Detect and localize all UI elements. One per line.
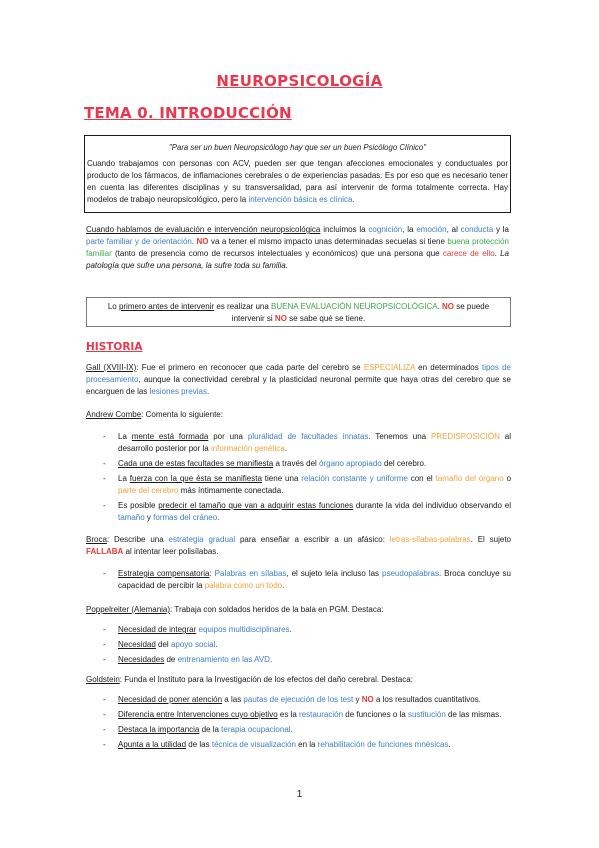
- item-text: y: [144, 513, 154, 522]
- poppel-intro: : Trabaja con soldados heridos de la bala en PGM. Destaca:: [170, 605, 384, 614]
- item-highlight: PREDISPOSICIÓN: [430, 432, 500, 441]
- item-text: del cerebro.: [381, 459, 427, 468]
- combe-section: [86, 409, 511, 527]
- item-underlined: predecir el tamaño que van a adquirir estas funciones: [158, 501, 354, 510]
- historia-heading: HISTORIA: [86, 341, 143, 353]
- eval-text: (tanto de presencia como de recursos intelectuales y económicos) que una persona que: [111, 249, 443, 258]
- item-text: Es posible: [118, 501, 159, 510]
- gall-text: , aunque la conectividad cerebral y la plasticidad neuronal permite que haya otras del cerebro que se encarguen de las: [86, 375, 511, 396]
- key-no: NO: [442, 302, 455, 311]
- gall-text: .: [206, 387, 210, 396]
- eval-text: , la: [402, 225, 417, 234]
- topic-title: TEMA 0. INTRODUCCIÓN: [84, 104, 292, 122]
- broca-name: Broca: [86, 535, 107, 544]
- item-underlined: Necesidad de poner atención: [118, 695, 223, 704]
- item-text: de la: [199, 725, 222, 734]
- goldstein-name: Goldstein: [86, 675, 120, 684]
- item-highlight: pautas de ejecución de los test: [243, 695, 354, 704]
- broca-text: : Describe una: [106, 535, 169, 544]
- item-text: .: [290, 725, 293, 734]
- item-underlined: Destaca la importancia: [118, 725, 200, 734]
- gall-text: en determinados: [414, 363, 482, 372]
- item-underlined: Necesidades: [118, 655, 165, 664]
- item-text: en la: [295, 740, 318, 749]
- intro-highlight: intervención básica es clínica: [248, 195, 353, 204]
- poppel-name: Poppelreiter (Alemania): [86, 605, 171, 614]
- eval-text: va a tener el mismo impacto unas determinadas secuelas si tiene: [208, 237, 448, 246]
- combe-list: [86, 431, 511, 524]
- page-number: 1: [296, 789, 303, 800]
- key-point-box: [86, 297, 511, 327]
- item-underlined: Diferencia entre Intervenciones cuyo objetivo: [118, 710, 278, 719]
- key-no: NO: [274, 314, 287, 323]
- item-text: :: [209, 569, 215, 578]
- item-text: . Broca concluye su capacidad de percibir la: [118, 569, 512, 590]
- key-text: se sabe qué se tiene.: [286, 314, 366, 323]
- item-text: .: [215, 640, 218, 649]
- item-text: .: [269, 655, 273, 664]
- key-text: .: [437, 302, 443, 311]
- item-highlight: equipos multidisciplinares: [198, 625, 290, 634]
- item-highlight: técnica de visualización: [211, 740, 296, 749]
- item-highlight: rehabilitación de funciones mnésicas: [317, 740, 449, 749]
- broca-text: . El sujeto: [470, 535, 511, 544]
- item-highlight: pseudopalabras: [382, 569, 439, 578]
- gall-especializa: ESPECIALIZA: [363, 363, 415, 372]
- list-item: [86, 458, 511, 470]
- gall-lesiones: lesiones previas: [149, 387, 207, 396]
- eval-cognicion: cognición: [368, 225, 403, 234]
- goldstein-list: [86, 694, 511, 751]
- broca-section: [86, 534, 511, 595]
- combe-name: Andrew Combe: [86, 410, 142, 419]
- item-text: , el sujeto leía incluso las: [286, 569, 383, 578]
- eval-emocion: emoción: [416, 225, 447, 234]
- item-highlight: formas del cráneo: [153, 513, 218, 522]
- item-underlined: Apunta a la utilidad: [118, 740, 187, 749]
- intro-end: .: [352, 195, 355, 204]
- eval-text: .: [191, 237, 197, 246]
- intro-quote: "Para ser un buen Neuropsicólogo hay que ser un buen Psicólogo Clínico": [169, 143, 426, 152]
- item-text: de funciones o la: [343, 710, 408, 719]
- key-text: se puede intervenir si: [231, 302, 490, 323]
- item-text: de: [164, 655, 178, 664]
- item-text: . Tenemos una: [368, 432, 431, 441]
- list-item: [86, 473, 511, 497]
- item-text: más íntimamente conectada.: [178, 486, 284, 495]
- item-no: NO: [361, 695, 374, 704]
- list-item: [86, 694, 511, 706]
- item-text: a los resultados cuantitativos.: [373, 695, 481, 704]
- list-item: [86, 639, 511, 651]
- item-underlined: fuerza con la que ésta se manifiesta: [129, 474, 262, 483]
- list-item: [86, 431, 511, 455]
- item-highlight: sustitución: [407, 710, 446, 719]
- item-highlight: información genética: [210, 444, 285, 453]
- item-text: a través del: [273, 459, 320, 468]
- list-item: [86, 739, 511, 751]
- item-text: .: [448, 740, 451, 749]
- gall-tipos: tipos de procesamiento: [86, 363, 511, 384]
- broca-text: para enseñar a escribir a un afásico:: [235, 535, 390, 544]
- item-highlight: órgano apropiado: [319, 459, 382, 468]
- item-text: a las: [222, 695, 244, 704]
- eval-underlined: Cuando hablamos de evaluación e intervención neuropsicológica: [86, 225, 321, 234]
- item-text: con el: [407, 474, 436, 483]
- item-text: .: [282, 581, 285, 590]
- item-text: La: [118, 474, 130, 483]
- item-highlight: parte del cerebro: [118, 486, 179, 495]
- item-text: es la: [277, 710, 299, 719]
- broca-list: [86, 568, 511, 592]
- intro-box: [84, 135, 511, 213]
- goldstein-section: [86, 674, 511, 754]
- eval-italic: La patología que sufre una persona, la sufre toda su familia.: [86, 249, 510, 270]
- key-underlined: primero antes de intervenir: [118, 302, 215, 311]
- item-text: de las mismas.: [445, 710, 502, 719]
- list-item: [86, 724, 511, 736]
- item-highlight: pluralidad de facultades innatas: [247, 432, 369, 441]
- item-text: .: [217, 513, 220, 522]
- item-highlight: terapia ocupacional: [221, 725, 291, 734]
- item-text: .: [284, 444, 287, 453]
- broca-letras: letras-sílabas-palabras: [389, 535, 471, 544]
- intro-paragraph: [87, 158, 508, 206]
- gall-paragraph: [86, 362, 511, 398]
- item-text: .: [289, 625, 292, 634]
- item-underlined: mente está formada: [131, 432, 209, 441]
- item-underlined: Necesidad: [118, 640, 156, 649]
- item-highlight: tamaño: [118, 513, 145, 522]
- evaluation-paragraph: [86, 224, 509, 272]
- item-underlined: Necesidad de integrar: [118, 625, 197, 634]
- list-item: [86, 654, 511, 666]
- item-text: tiene una: [261, 474, 302, 483]
- item-text: al desarrollo posterior por la: [118, 432, 512, 453]
- document-title: NEUROPSICOLOGÍA: [216, 72, 383, 90]
- item-highlight: relación constante y uniforme: [301, 474, 408, 483]
- combe-intro: : Comenta lo siguiente:: [141, 410, 223, 419]
- eval-parte-familiar: parte familiar y de orientación: [86, 237, 192, 246]
- item-text: durante la vida del individuo observando el: [353, 501, 511, 510]
- item-text: o: [503, 474, 512, 483]
- key-buena-evaluacion: BUENA EVALUACIÓN NEUROPSICOLÓGICA: [271, 302, 438, 311]
- eval-carece: carece de ello: [442, 249, 495, 258]
- item-underlined: Cada una de estas facultades se manifiesta: [118, 459, 274, 468]
- gall-name: Gall (XVIII-IX): [86, 363, 137, 372]
- eval-text: , al: [446, 225, 461, 234]
- eval-conducta: conducta: [460, 225, 494, 234]
- eval-text: incluimos la: [320, 225, 369, 234]
- key-text: es realizar una: [214, 302, 272, 311]
- item-text: del: [155, 640, 171, 649]
- list-item: [86, 500, 511, 524]
- intro-text: Cuando trabajamos con personas con ACV, pueden ser que tengan afecciones emocionales y conductuales por producto de los fármacos, de inflamaciones cerebrales o de experiencias pasadas. Es por eso que es necesario tener en cuenta las diferentes disciplinas y su transversalidad, para así intervenir de forma totalmente correcta. Hay modelos de trabajo neuropsicológico, pero la: [87, 159, 508, 204]
- list-item: [86, 624, 511, 636]
- gall-text: : Fue el primero en reconocer que cada parte del cerebro se: [136, 363, 364, 372]
- poppelreiter-section: [86, 604, 511, 669]
- item-text: y: [353, 695, 362, 704]
- list-item: [86, 709, 511, 721]
- item-underlined: Estrategia compensatoria: [118, 569, 210, 578]
- list-item: [86, 568, 511, 592]
- broca-fallaba: FALLABA: [86, 547, 124, 556]
- eval-text: y la: [493, 225, 509, 234]
- item-highlight: tamaño del órgano: [435, 474, 504, 483]
- broca-estrategia: estrategia gradual: [168, 535, 236, 544]
- item-highlight: entrenamiento en las AVD: [177, 655, 270, 664]
- item-text: por una: [208, 432, 248, 441]
- item-highlight: palabra como un todo: [204, 581, 283, 590]
- item-text: La: [118, 432, 132, 441]
- item-text: de las: [186, 740, 212, 749]
- eval-text: .: [494, 249, 501, 258]
- poppel-list: [86, 624, 511, 666]
- goldstein-intro: : Funda el Instituto para la Investigación de los efectos del daño cerebral. Destaca:: [119, 675, 413, 684]
- key-text: Lo: [107, 302, 119, 311]
- item-highlight: restauración: [299, 710, 344, 719]
- eval-no: NO: [196, 237, 209, 246]
- broca-text: al intentar leer polisílabas.: [123, 547, 219, 556]
- eval-proteccion: buena protección familiar: [86, 237, 509, 258]
- item-highlight: Palabras en sílabas: [214, 569, 287, 578]
- item-highlight: apoyo social: [170, 640, 216, 649]
